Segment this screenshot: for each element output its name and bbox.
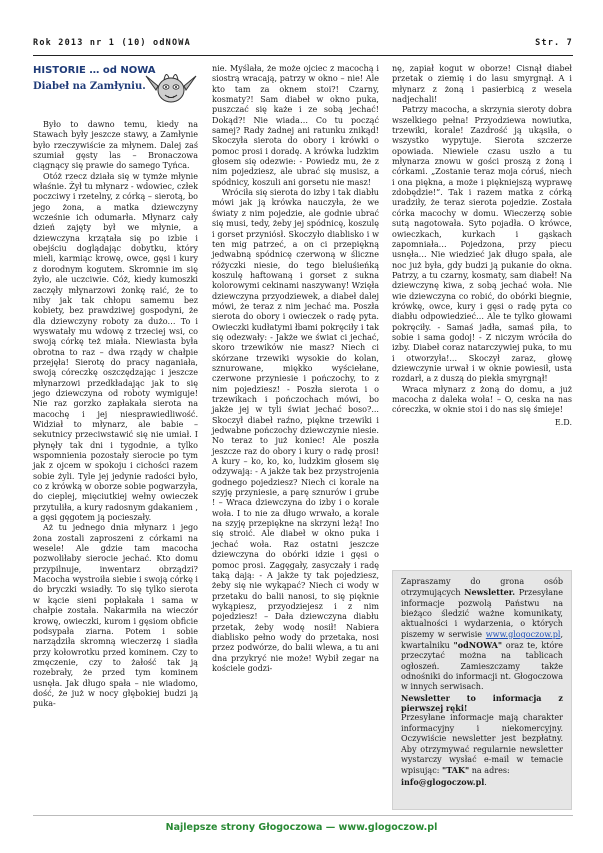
article-column-3 (392, 64, 572, 428)
newsletter-instructions: Przesyłane informacje mają charakter informacyjny i niekomercyjny. Oczywiście newsletter jest bezpłatny. Aby otrzymywać regularnie newsletter wystarczy wysłać e-mail w temacie wpisując: "TAK" na adres: info@glogoczow.pl. (401, 713, 563, 787)
newsletter-box (392, 570, 572, 810)
article-column-1 (33, 64, 198, 710)
author-signature: E.D. (554, 417, 572, 427)
page-footer: Najlepsze strony Głogoczowa — www.glogoczow.pl (165, 822, 438, 833)
paragraph: Otóż rzecz działa się w tymże młynie właśnie. Żył tu młynarz - wdowiec, człek poczciwy i rzetelny, z córką – sierotą, bo jego żona, a matka dziewczyny wcześnie ich odumarła. Młynarz cały dzień zajęty był we młynie, a dziewczyna krzątała się po izbie i obejściu doglądając dobytku, który mieli, karmiąc krowę, owce, gęsi i kury z dorodnym kogutem. Skromnie im się żyło, ale uczciwie. Cóż, kiedy kumoszki zaczęły młynarzowi żonkę raić, że to niby jak tak chłopu samemu bez kobiety, bez prawdziwej gospodyni, że dla dziewczyny roboty za dużo… To i wyswatały mu wdowę z trzeciej wsi, co swoją córkę też miała. Niewiasta była obrotna to raz – dwa rządy w chałpie przejęła! Sierotę do pracy naganiała, swoją córeczkę oszczędzając i jeszcze młynarzowi przedkładając jak to się jego dziewczyna od roboty wymiguje! Nie raz gorzko zapłakała sierota na macochę i jej niesprawiedliwość. Widział to młynarz, ale babie – sekutnicy przeciwstawić się nie umiał. I płynęły tak dni i tygodnie, a tylko wspomnienia pozostały sierocie po tym jak z ojcem w spokoju i cichości razem sobie żyli. Tyle jej jedynie radości było, co z krówką w oborze sobie pogwarzyła, do cieplej, mięciutkiej wełny owieczek przytuliła, a kury radosnym gdakaniem , a gęsi gęgotem ją pocieszały. (33, 171, 198, 523)
paragraph: Wróciła się sierota do izby i tak diabłu mówi jak ją krówka nauczyła, że we światy z nim pojedzie, ale godnie ubrać się musi, tedy, żeby jej spódnicę, koszulę i gorset przyniósł. Skoczyło diablisko i w ten mig patrzeć, a on ci przepiękną jedwabną spódnicę czerwoną w śliczne różyczki niesie, do tego bieluśieńką koszulę haftowaną i gorset z sukna kolorowymi cekinami naszywany! Wzięła dziewczyna przyodziewek, a diabeł dalej mówi, że teraz z nim jechać ma. Poszła sierota do obory i owieczek o radę pyta. Owieczki kudłatymi łbami pokręciły i tak się odezwały: - Jakże we świat ci jechać, skoro trzewików nie masz? Niech ci skórzane trzewiki wysokie do kolan, sznurowane, miękko wyściełane, czerwone przyniesie i pończochy, to z nim pojedziesz! - Poszła sierota i o trzewikach i pończochach mówi, bo jakże jej w tyli świat jechać boso?... Skoczył diabeł raźno, piękne trzewiki i jedwabne pończochy dziewczynie niesie. No teraz to już koniec! Ale poszła jeszcze raz do obory i kury o radę prosi! A kury – ko, ko, ko, ludzkim głosem się odzywają: - A jakże tak bez przystrojenia godnego pojedziesz? Niech ci korale na szyję przyniesie, a parę sznurów i grube ! – Wraca dziewczyna do izby i o korale woła. I to nie za długo wrwało, a korale na szyję przepiękne na skrzyni leżą! Ino się stroić. Ale diabeł w okno puka i jechać woła. Raz ostatni jeszcze dziewczyna do obórki idzie i gęsi o pomoc prosi. Zagęgały, zasyczały i radę taką dają: - A jakże ty tak pojedziesz, żeby się nie wykąpać? Niech ci wody w przetaku do balii nanosi, to się pięknie wykąpiesz, przyodziejesz i z nim pojedziesz! – Dała dziewczyna diabłu przetak, żeby wodę nosił! Nabiera diablisko pełno wody do przetaka, nosi przez podwórze, do balii wlewa, a tu ani dna przykryć nie może! Wybił zegar na kościele godzi- (212, 188, 379, 673)
paragraph: Było to dawno temu, kiedy na Stawach były jeszcze stawy, a Zamłynie było rzeczywiście za młynem. Dalej zaś szumiał gęsty las – Bronaczowa ciągnący się prawie do samego Tyńca. (33, 120, 198, 171)
article-heading (33, 64, 198, 114)
newsletter-slogan: Newsletter to informacja z pierwszej ręki! (401, 692, 563, 714)
website-link[interactable]: www.glogoczow.pl (485, 629, 561, 639)
paragraph: Patrzy macocha, a skrzynia sieroty dobra wszelkiego pełna! Przyodziewa nowiutka, trzewiki, korale! Zazdrość ją ukąsiła, o wszystko wypytuje. Sierota szczerze opowiada. Niewiele czasu uszło a tu młynarza znowu w gości proszą z żoną i córkami. „Zostanie teraz moja córuś, niech i ona piękna, a może i piękniejszą wyprawę zdobędzie!”. Tak i razem matka z córką uradziły, że teraz sierota pojedzie. Została córka macochy w domu. Wieczerzę sobie sutą nagotowała. Syto pojadła. O krówce, owieczkach, kurkach i gąskach zapomniała… Pojedzona, przy piecu usnęła… Nie wiedzieć jak długo spała, ale noc już była, gdy budzi ją pukanie do okna. Patrzy, a tu czarny, kosmaty, sam diabeł! Na dziewczynę kiwa, z sobą jechać woła. Nie wie dziewczyna co robić, do obórki biegnie, krówkę, owce, kury i gęsi o radę pyta co diabłu odpowiedzieć… Ale te tylko głowami pokręciły. - Samaś jadła, samaś piła, to sobie i sama godoj! - Z niczym wróciła do izby. Diabeł coraz natarczywiej puka, to mu i otworzyła!... Skoczył zaraz, głowę dziewczynie urwał i w oknie powiesił, usta rozdarł, a z duszą do piekła smyrgnął! (392, 105, 572, 384)
page-header (33, 38, 573, 52)
footer-divider (33, 815, 573, 816)
issue-label: Rok 2013 nr 1 (10) odNOWA (33, 38, 191, 48)
email-link[interactable]: info@glogoczow.pl (401, 776, 485, 787)
paragraph: nę, zapiał kogut w oborze! Cisnął diabeł przetak o ziemię i do lasu smyrgnął. A i młynarz z żoną i pasierbicą z wesela nadjechali! (392, 64, 572, 105)
article-title: Diabeł na Zamłyniu. (33, 81, 146, 92)
header-divider (33, 55, 573, 56)
article-column-2 (212, 64, 379, 674)
newsletter-intro: Zapraszamy do grona osób otrzymujących Newsletter. Przesyłane informacje pozwolą Państwu na bieżąco śledzić ważne komunikaty, aktualności i wydarzenia, o których piszemy w serwisie www.glogoczow.pl, kwartalniku "odNOWA" oraz te, które przeczytać można na tablicach ogłoszeń. Zamieszczamy także odnośniki do informacji nt. Głogoczowa w innych serwisach. (401, 577, 563, 692)
paragraph: nie. Myślała, że może ojciec z macochą i siostrą wracają, patrzy w okno – nie! Ale kto tam za oknem stoi?! Czarny, kosmaty?! Sam diabeł w okno puka, puszczać się każe i ze sobą jechać! Dokąd?! Nie wiada… Co tu począć samej? Rady żadnej ani ratunku znikąd! Skoczyła sierota do obory i krówki o pomoc prosi i doradę. A krówka ludzkim głosem się odezwie: - Powiedz mu, że z nim pojedziesz, ale ubrać się musisz, a spódnicy, koszuli ani gorsetu nie masz! (212, 64, 379, 187)
paragraph: Aż tu jednego dnia młynarz i jego żona zostali zaproszeni z córkami na wesele! Ale gdzie tam macocha pozwoliłaby sierocie jechać. Kto domu przypilnuje, inwentarz obrządzi? Macocha wystroiła siebie i swoją córkę i do bryczki wsiadły. To się tylko sierota w kącie sieni popłakała i sama w chałpie została. Nakarmiła na wieczór krowę, owieczki, kurom i gęsiom obficie podsypała ziarna. Potem i sobie narządziła skromną wieczerzę i siadła przy kołowrotku przed kominem. Czy to zmęczenie, czy to żałość tak ją rozebrały, że przed tym kominem usnęła. Jak długo spała – nie wiadomo, dość, że już w nocy głębokiej budzi ją puka- (33, 523, 198, 709)
paragraph: Wraca młynarz z żoną do domu, a już macocha z daleka woła! – O, ceska na nas córeczka, w oknie stoi i do nas się śmieje! (392, 384, 572, 415)
section-title: HISTORIE … od NOWA (33, 65, 156, 76)
goblin-illustration-icon (144, 64, 198, 108)
page-number: Str. 7 (535, 38, 573, 48)
